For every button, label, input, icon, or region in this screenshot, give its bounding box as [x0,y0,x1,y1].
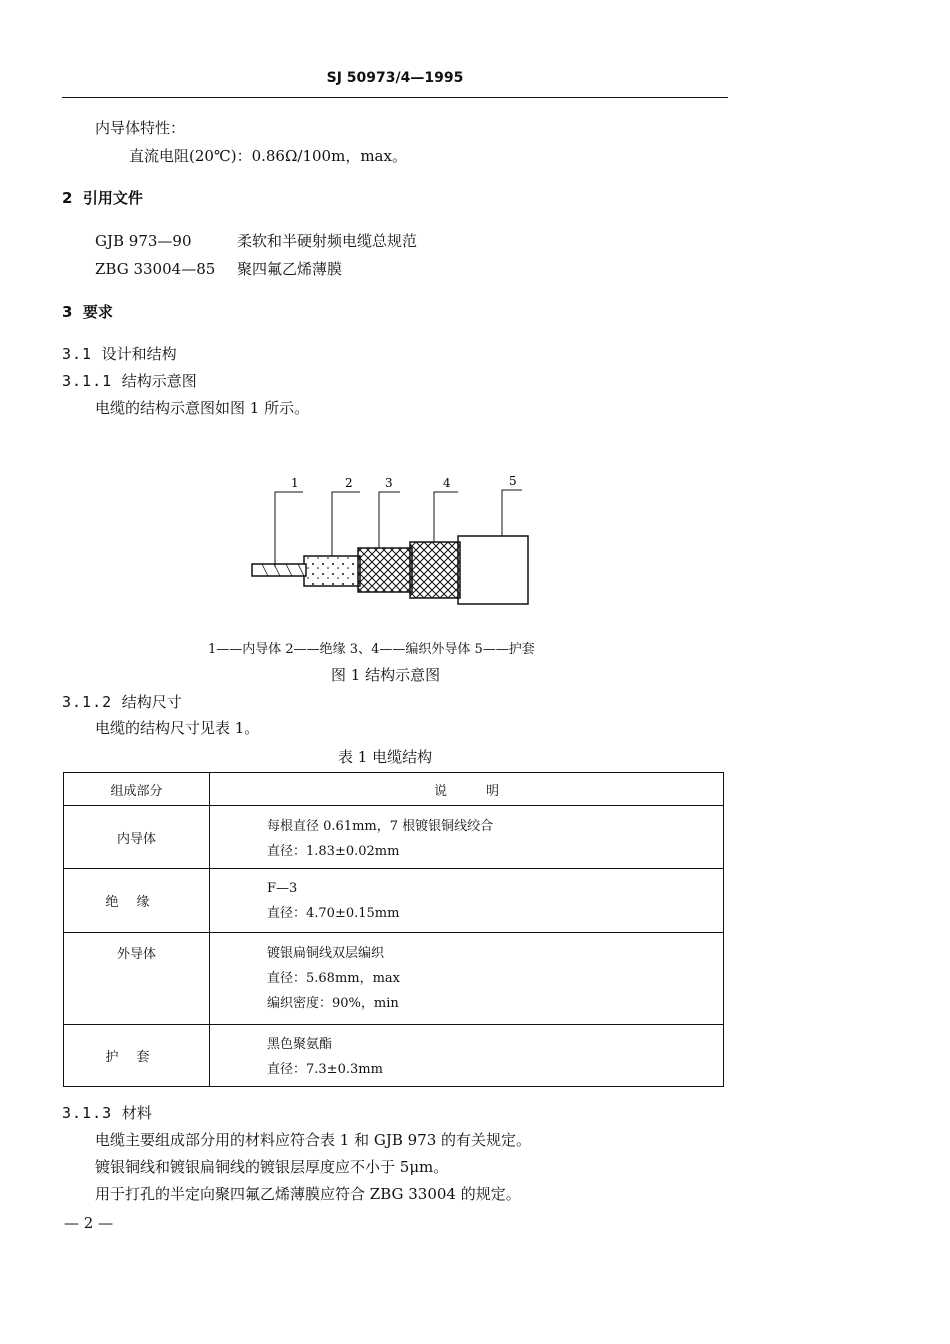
desc-line: 直径：1.83±0.02mm [267,844,400,859]
outer-braid-2-shape [410,542,460,598]
section-3-1-2-title: 结构尺寸 [121,693,182,711]
header-rule [62,97,728,98]
section-3-1-1-title: 结构示意图 [121,372,197,390]
desc-line: 每根直径 0.61mm，7 根镀银铜线绞合 [267,819,494,834]
ref-name-1: 柔软和半硬射频电缆总规范 [237,232,418,250]
row-desc [210,806,724,869]
row-desc [210,869,724,933]
callout-leader-3 [379,492,400,548]
jacket-shape [458,536,528,604]
cable-structure-table [63,772,724,1087]
callout-leader-5 [502,490,522,536]
materials-paragraph-2: 镀银铜线和镀银扁铜线的镀银层厚度应不小于 5μm。 [95,1158,449,1176]
figure-legend: 1——内导体 2——绝缘 3、4——编织外导体 5——护套 [208,642,535,657]
table-header-desc: 说 明 [210,773,724,806]
section-3-1-3-heading [62,1103,152,1123]
table-row [64,806,724,869]
callout-1: 1 [291,476,299,490]
section-2-heading [62,187,143,208]
desc-line: 镀银扁铜线双层编织 [267,946,385,961]
desc-line: F—3 [267,881,298,896]
section-3-1-2-number: 3.1.2 [62,693,113,711]
row-desc [210,933,724,1025]
section-3-1-heading [62,344,177,364]
row-part-inner-conductor: 内导体 [64,806,210,869]
callout-4: 4 [443,476,451,490]
outer-braid-1-shape [358,548,412,592]
row-part-outer-conductor: 外导体 [64,933,210,1025]
section-3-number: 3 [62,303,73,321]
section-3-1-1-number: 3.1.1 [62,372,113,390]
callout-5: 5 [509,474,517,488]
section-3-1-number: 3.1 [62,345,93,363]
section-3-1-title: 设计和结构 [101,345,177,363]
figure-caption: 图 1 结构示意图 [331,666,441,684]
cable-structure-diagram [240,470,540,610]
table-caption: 表 1 电缆结构 [338,748,433,766]
materials-paragraph-3: 用于打孔的半定向聚四氟乙烯薄膜应符合 ZBG 33004 的规定。 [95,1185,521,1203]
callout-3: 3 [385,476,393,490]
section-3-1-3-title: 材料 [121,1104,152,1122]
table-header-row [64,773,724,806]
section-3-1-2-text: 电缆的结构尺寸见表 1。 [95,719,260,737]
table-row [64,869,724,933]
section-3-1-1-heading [62,371,197,391]
section-3-1-2-heading [62,692,182,712]
desc-line: 直径：4.70±0.15mm [267,906,400,921]
callout-leader-2 [332,492,360,556]
inner-props-title: 内导体特性： [95,119,186,137]
ref-name-2: 聚四氟乙烯薄膜 [237,260,343,278]
desc-line: 黑色聚氨酯 [267,1037,333,1052]
table-row [64,1025,724,1087]
table-row [64,933,724,1025]
insulation-shape [304,556,360,586]
dc-resistance-text: 直流电阻(20℃)：0.86Ω/100m，max。 [129,147,407,165]
desc-line: 直径：5.68mm，max [267,971,401,986]
section-3-heading [62,301,113,322]
section-2-title: 引用文件 [82,189,143,207]
callout-leader-1 [275,492,303,567]
ref-code-1: GJB 973—90 [95,232,192,250]
materials-paragraph-1: 电缆主要组成部分用的材料应符合表 1 和 GJB 973 的有关规定。 [95,1131,532,1149]
row-part-insulation: 绝缘 [64,869,210,933]
section-3-1-1-text: 电缆的结构示意图如图 1 所示。 [95,399,310,417]
desc-line: 直径：7.3±0.3mm [267,1062,383,1077]
row-desc [210,1025,724,1087]
document-code-header: SJ 50973/4—1995 [326,70,464,86]
callout-leader-4 [434,492,458,542]
section-2-number: 2 [62,189,73,207]
row-part-jacket: 护套 [64,1025,210,1087]
table-header-part: 组成部分 [64,773,210,806]
section-3-1-3-number: 3.1.3 [62,1104,113,1122]
desc-line: 编织密度：90%，min [267,996,399,1011]
page-number: — 2 — [64,1214,114,1232]
section-3-title: 要求 [82,303,113,321]
callout-2: 2 [345,476,353,490]
ref-code-2: ZBG 33004—85 [95,260,216,278]
